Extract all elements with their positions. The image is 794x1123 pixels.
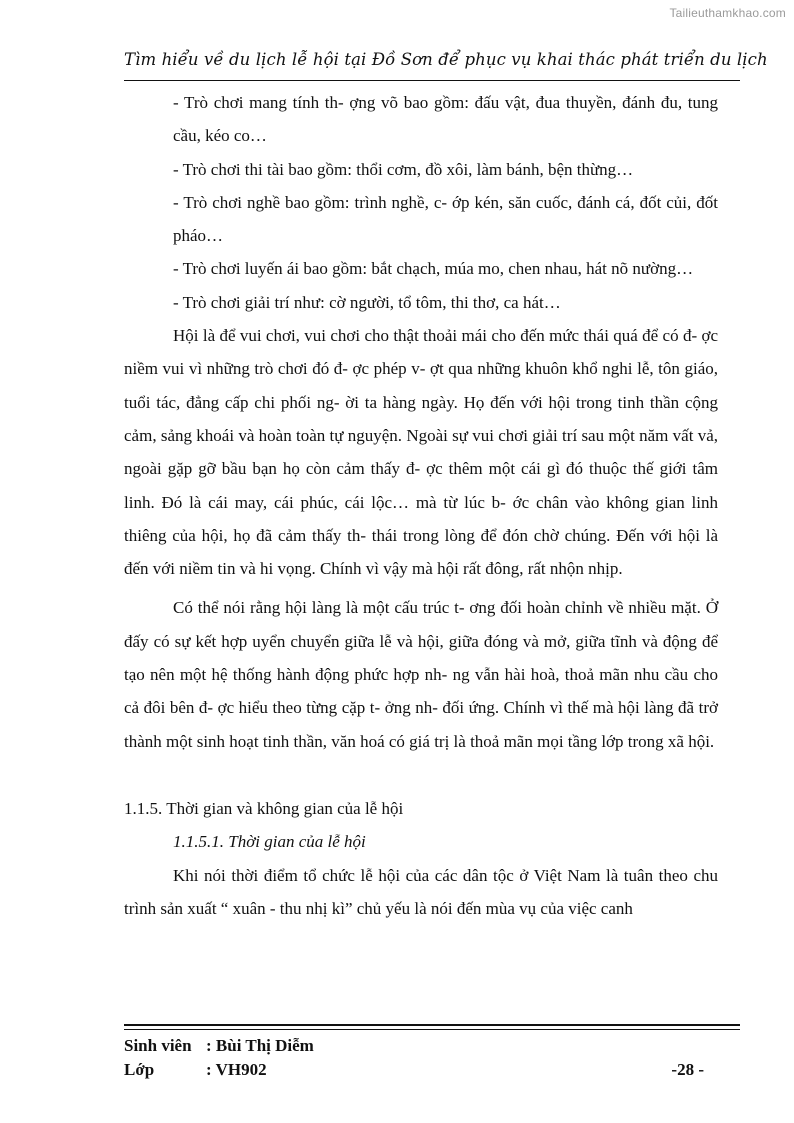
page-number: -28 - (671, 1060, 704, 1079)
student-label: Sinh viên (124, 1036, 192, 1055)
bullet-item: - Trò chơi luyến ái bao gồm: bắt chạch, múa mo, chen nhau, hát nõ nường… (173, 259, 694, 279)
header-rule (124, 80, 740, 81)
bullet-item: - Trò chơi thi tài bao gồm: thổi cơm, đồ xôi, làm bánh, bện thừng… (173, 159, 634, 179)
footer-rule-bottom (124, 1029, 740, 1030)
section-heading: 1.1.5. Thời gian và không gian của lễ hội (124, 798, 404, 818)
bullet-item: - Trò chơi giải trí như: cờ người, tổ tôm, thi thơ, ca hát… (173, 292, 561, 312)
page-footer (124, 1034, 704, 1082)
paragraph: Có thể nói rằng hội làng là một cấu trúc t- ơng đối hoàn chỉnh về nhiều mặt. Ở đấy có sự kết hợp uyển chuyển giữa lễ và hội, giữa đóng và mở, giữa tĩnh và động để tạo nên một hệ thống hành động phức hợp nh- ng vẫn hài hoà, thoả mãn nhu cầu cho cả đôi bên đ- ợc hiểu theo từng cặp t- ởng nh- đối ứng. Chính vì thế mà hội làng đã trở thành một sinh hoạt tinh thần, văn hoá có giá trị là thoả mãn mọi tầng lớp trong xã hội. (124, 598, 718, 751)
page-body (124, 86, 718, 925)
bullet-item: - Trò chơi mang tính th- ợng võ bao gồm: đấu vật, đua thuyền, đánh đu, tung cầu, kéo co… (173, 93, 718, 146)
student-name: : Bùi Thị Diễm (206, 1036, 314, 1055)
paragraph: Khi nói thời điểm tổ chức lễ hội của các dân tộc ở Việt Nam là tuân theo chu trình sản xuất “ xuân - thu nhị kì” chủ yếu là nói đến mùa vụ của việc canh (124, 865, 718, 918)
page-header-title: Tìm hiểu về du lịch lễ hội tại Đồ Sơn để phục vụ khai thác phát triển du lịch (124, 50, 768, 69)
subsection-heading: 1.1.5.1. Thời gian của lễ hội (173, 832, 366, 852)
watermark: Tailieuthamkhao.com (669, 6, 786, 20)
paragraph: Hội là để vui chơi, vui chơi cho thật thoải mái cho đến mức thái quá để có đ- ợc niềm vui vì những trò chơi đó đ- ợc phép v- ợt qua những khuôn khổ nghi lễ, tôn giáo, tuổi tác, đẳng cấp chi phối ng- ời ta hàng ngày. Họ đến với hội trong tinh thần cộng cảm, sảng khoái và hoàn toàn tự nguyện. Ngoài sự vui chơi giải trí sau một năm vất vả, ngoài gặp gỡ bầu bạn họ còn cảm thấy đ- ợc thêm một cái gì đó thuộc thế giới tâm linh. Đó là cái may, cái phúc, cái lộc… mà từ lúc b- ớc chân vào không gian linh thiêng của hội, họ đã cảm thấy th- thái trong lòng để đón chờ chúng. Đến với hội là đến với niềm tin và hi vọng. Chính vì vậy mà hội rất đông, rất nhộn nhịp. (124, 326, 718, 579)
bullet-item: - Trò chơi nghề bao gồm: trình nghề, c- ớp kén, săn cuốc, đánh cá, đốt củi, đốt pháo… (173, 192, 718, 246)
class-value: : VH902 (206, 1060, 267, 1079)
class-label: Lớp (124, 1060, 155, 1079)
footer-rule-top (124, 1024, 740, 1026)
